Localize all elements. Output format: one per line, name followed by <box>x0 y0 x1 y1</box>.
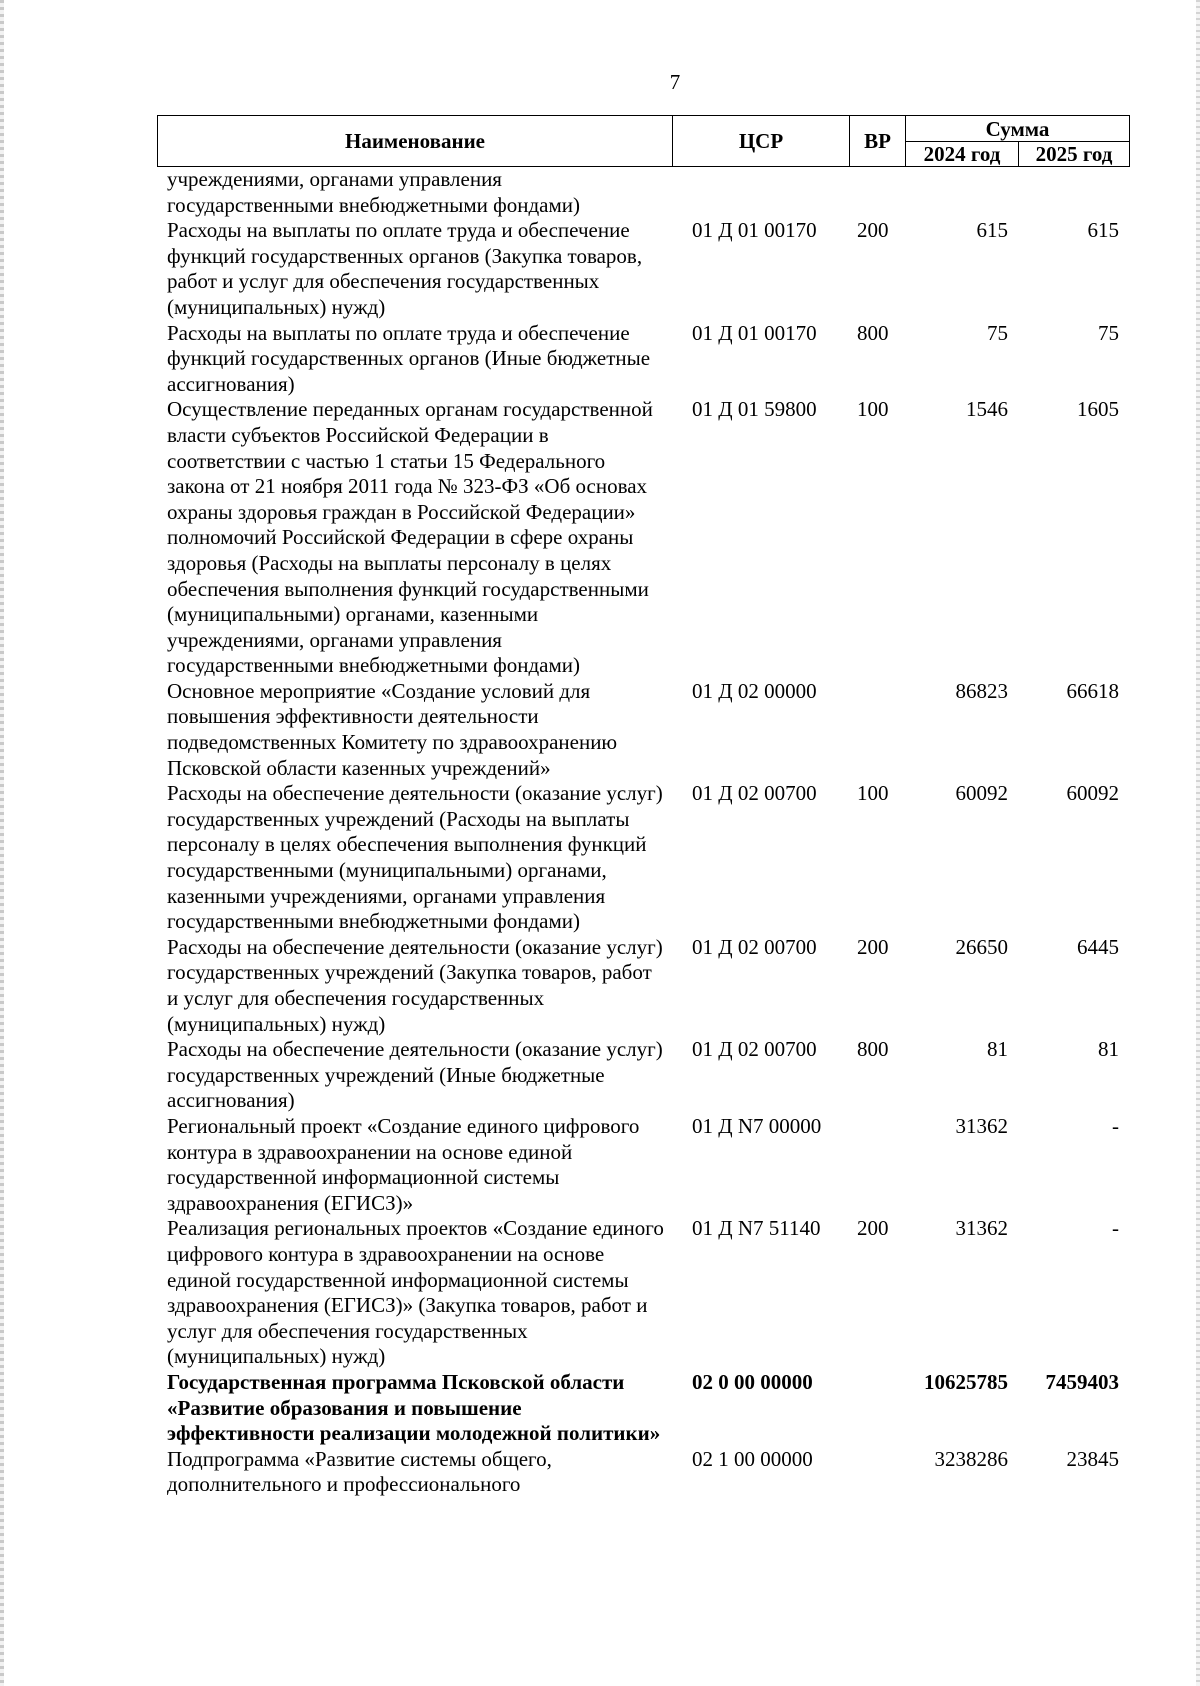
table-header <box>157 115 1130 167</box>
row-vr: 800 <box>857 320 889 345</box>
row-vr: 100 <box>857 397 889 422</box>
header-year-2024: 2024 год <box>906 142 1019 167</box>
budget-table <box>157 115 1129 1498</box>
row-name: учреждениями, органами управления государственными внебюджетными фондами) <box>167 167 581 217</box>
row-sum-2025: 81 <box>1098 1037 1119 1062</box>
row-sum-2025: 1605 <box>1077 397 1119 422</box>
table-row <box>157 1447 1129 1498</box>
table-row <box>157 1114 1129 1216</box>
header-sum: Сумма <box>906 116 1130 142</box>
row-vr: 200 <box>857 934 889 959</box>
table-row <box>157 1037 1129 1114</box>
row-sum-2024: 31362 <box>955 1113 1008 1138</box>
header-year-2025: 2025 год <box>1019 142 1130 167</box>
row-name: Расходы на обеспечение деятельности (оказание услуг) государственных учреждений (Расходы на выплаты персоналу в целях обеспечения выполнения функций государственными (муниципальными) органами, казенными учреждениями, органами управления государственными внебюджетными фондами) <box>167 781 663 934</box>
row-sum-2025: 7459403 <box>1045 1369 1119 1394</box>
scan-edge-left <box>0 0 4 1686</box>
page-number: 7 <box>669 70 681 94</box>
table-row <box>157 679 1129 781</box>
row-name: Расходы на выплаты по оплате труда и обеспечение функций государственных органов (Закупка товаров, работ и услуг для обеспечения государственных (муниципальных) нужд) <box>167 218 643 319</box>
table-row <box>157 218 1129 320</box>
header-vr: ВР <box>850 116 906 167</box>
row-sum-2025: 66618 <box>1066 678 1119 703</box>
row-sum-2024: 60092 <box>955 781 1008 806</box>
row-name: Подпрограмма «Развитие системы общего, дополнительного и профессионального <box>167 1446 552 1497</box>
table-row <box>157 1216 1129 1370</box>
row-sum-2024: 3238286 <box>934 1446 1008 1471</box>
header-csr: ЦСР <box>673 116 850 167</box>
row-sum-2025: 6445 <box>1077 934 1119 959</box>
table-row <box>157 167 1129 218</box>
table-body <box>157 167 1129 1498</box>
row-csr: 01 Д 02 00700 <box>692 781 817 806</box>
row-name: Реализация региональных проектов «Создание единого цифрового контура в здравоохранении на основе единой государственной информационной системы здравоохранения (ЕГИСЗ)» (Закупка товаров, работ и услуг для обеспечения государственных (муниципальных) нужд) <box>167 1216 664 1369</box>
row-sum-2024: 1546 <box>966 397 1008 422</box>
row-csr: 01 Д 02 00700 <box>692 1037 817 1062</box>
row-vr: 200 <box>857 218 889 243</box>
table-row <box>157 781 1129 935</box>
row-csr: 01 Д 01 00170 <box>692 320 817 345</box>
row-csr: 01 Д 02 00000 <box>692 678 817 703</box>
row-sum-2024: 81 <box>987 1037 1008 1062</box>
row-name: Расходы на обеспечение деятельности (оказание услуг) государственных учреждений (Иные бюджетные ассигнования) <box>167 1037 663 1113</box>
row-sum-2025: 615 <box>1087 218 1119 243</box>
header-name: Наименование <box>158 116 673 167</box>
row-sum-2024: 10625785 <box>924 1369 1008 1394</box>
row-name: Осуществление переданных органам государственной власти субъектов Российской Федерации в соответствии с частью 1 статьи 15 Федерального закона от 21 ноября 2011 года № 323-ФЗ «Об основах охраны здоровья граждан в Российской Федерации» полномочий Российской Федерации в сфере охраны здоровья (Расходы на выплаты персоналу в целях обеспечения выполнения функций государственными (муниципальными) органами, казенными учреждениями, органами управления государственными внебюджетными фондами) <box>167 397 653 678</box>
table-row <box>157 321 1129 398</box>
row-csr: 01 Д 02 00700 <box>692 934 817 959</box>
row-sum-2024: 615 <box>976 218 1008 243</box>
scan-edge-right <box>1196 0 1200 1686</box>
row-sum-2025: - <box>1112 1113 1119 1138</box>
row-sum-2024: 75 <box>987 320 1008 345</box>
row-name: Государственная программа Псковской области «Развитие образования и повышение эффективности реализации молодежной политики» <box>167 1369 661 1446</box>
row-csr: 01 Д 01 00170 <box>692 218 817 243</box>
row-name: Расходы на обеспечение деятельности (оказание услуг) государственных учреждений (Закупка товаров, работ и услуг для обеспечения государственных (муниципальных) нужд) <box>167 934 663 1036</box>
row-csr: 01 Д N7 51140 <box>692 1216 821 1241</box>
row-sum-2025: - <box>1112 1216 1119 1241</box>
row-csr: 01 Д 01 59800 <box>692 397 817 422</box>
row-vr: 100 <box>857 781 889 806</box>
table-row <box>157 935 1129 1037</box>
row-sum-2025: 23845 <box>1066 1446 1119 1471</box>
row-sum-2024: 86823 <box>955 678 1008 703</box>
row-name: Расходы на выплаты по оплате труда и обеспечение функций государственных органов (Иные бюджетные ассигнования) <box>167 320 651 396</box>
table-row <box>157 397 1129 679</box>
row-name: Региональный проект «Создание единого цифрового контура в здравоохранении на основе единой государственной информационной системы здравоохранения (ЕГИСЗ)» <box>167 1113 640 1215</box>
row-vr: 800 <box>857 1037 889 1062</box>
row-sum-2025: 75 <box>1098 320 1119 345</box>
row-sum-2025: 60092 <box>1066 781 1119 806</box>
table-row <box>157 1370 1129 1447</box>
row-sum-2024: 26650 <box>955 934 1008 959</box>
row-csr: 02 0 00 00000 <box>692 1369 813 1394</box>
row-name: Основное мероприятие «Создание условий для повышения эффективности деятельности подведомственных Комитету по здравоохранению Псковской области казенных учреждений» <box>167 678 618 780</box>
row-csr: 02 1 00 00000 <box>692 1446 813 1471</box>
row-vr: 200 <box>857 1216 889 1241</box>
row-csr: 01 Д N7 00000 <box>692 1113 822 1138</box>
row-sum-2024: 31362 <box>955 1216 1008 1241</box>
